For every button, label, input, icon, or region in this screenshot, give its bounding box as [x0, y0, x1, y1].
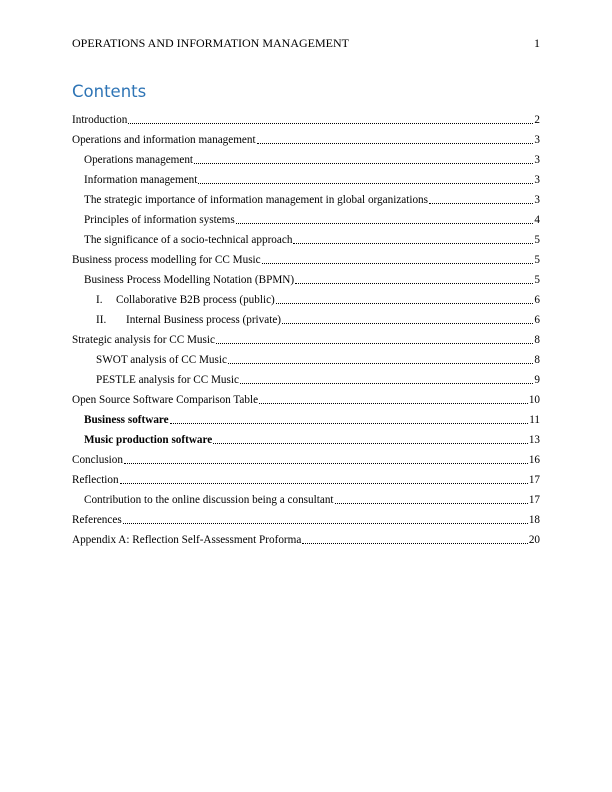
toc-entry-label: Appendix A: Reflection Self-Assessment Proforma [72, 534, 302, 546]
toc-entry-label: References [72, 514, 122, 526]
toc-entry-page: 16 [528, 454, 540, 466]
toc-entry-pestle-analysis[interactable] [72, 370, 540, 390]
toc-entry-label: Business Process Modelling Notation (BPMN) [84, 274, 295, 286]
toc-leader-dots [282, 322, 533, 324]
toc-leader-dots [194, 162, 533, 164]
toc-entry-label: PESTLE analysis for CC Music [96, 374, 239, 386]
toc-entry-label: Internal Business process (private) [126, 314, 282, 326]
toc-leader-dots [213, 442, 528, 444]
toc-entry-page: 18 [528, 514, 540, 526]
toc-entry-label: Operations and information management [72, 134, 256, 146]
toc-entry-page: 11 [529, 414, 540, 426]
toc-entry-page: 9 [534, 374, 540, 386]
toc-entry-page: 3 [534, 154, 540, 166]
toc-entry-label: Collaborative B2B process (public) [116, 294, 275, 306]
toc-entry-online-discussion[interactable] [72, 490, 540, 510]
toc-entry-label: Contribution to the online discussion being a consultant [84, 494, 334, 506]
toc-leader-dots [124, 462, 528, 464]
toc-leader-dots [257, 142, 534, 144]
toc-leader-dots [236, 222, 534, 224]
toc-leader-dots [262, 262, 534, 264]
toc-leader-dots [123, 522, 528, 524]
toc-entry-bpmn[interactable] [72, 270, 540, 290]
toc-entry-label: The strategic importance of information management in global organizations [84, 194, 429, 206]
toc-entry-strategic-importance[interactable] [72, 190, 540, 210]
toc-entry-appendix-a[interactable] [72, 530, 540, 550]
toc-leader-dots [429, 202, 533, 204]
toc-entry-label: The significance of a socio-technical approach [84, 234, 293, 246]
toc-entry-page: 5 [534, 254, 540, 266]
toc-entry-page: 17 [528, 494, 540, 506]
toc-leader-dots [170, 422, 529, 424]
toc-entry-page: 2 [534, 114, 540, 126]
toc-leader-dots [228, 362, 533, 364]
toc-entry-label: Open Source Software Comparison Table [72, 394, 259, 406]
toc-entry-page: 3 [534, 174, 540, 186]
toc-entry-page: 4 [534, 214, 540, 226]
toc-entry-business-process-modelling[interactable] [72, 250, 540, 270]
toc-entry-label: Business software [84, 414, 169, 426]
toc-entry-label: Conclusion [72, 454, 123, 466]
toc-entry-label: SWOT analysis of CC Music [96, 354, 227, 366]
toc-entry-label: Operations management [84, 154, 194, 166]
toc-leader-dots [293, 242, 533, 244]
toc-entry-strategic-analysis[interactable] [72, 330, 540, 350]
header-title: OPERATIONS AND INFORMATION MANAGEMENT [72, 36, 350, 50]
toc-entry-label: Strategic analysis for CC Music [72, 334, 215, 346]
toc-entry-references[interactable] [72, 510, 540, 530]
toc-entry-page: 8 [534, 354, 540, 366]
toc-entry-label: Principles of information systems [84, 214, 235, 226]
toc-entry-open-source-comparison[interactable] [72, 390, 540, 410]
table-of-contents [72, 110, 540, 550]
toc-leader-dots [198, 182, 533, 184]
header-page-number: 1 [534, 36, 540, 50]
toc-leader-dots [128, 122, 533, 124]
toc-entry-information-management[interactable] [72, 170, 540, 190]
toc-entry-page: 5 [534, 234, 540, 246]
toc-entry-operations-management[interactable] [72, 150, 540, 170]
toc-entry-page: 5 [534, 274, 540, 286]
toc-entry-collaborative-b2b[interactable] [72, 290, 540, 310]
toc-leader-dots [216, 342, 533, 344]
toc-entry-label: Business process modelling for CC Music [72, 254, 261, 266]
toc-entry-page: 13 [528, 434, 540, 446]
toc-entry-page: 20 [528, 534, 540, 546]
toc-entry-number: II. [96, 314, 107, 326]
toc-entry-page: 3 [534, 194, 540, 206]
toc-entry-business-software[interactable] [72, 410, 540, 430]
toc-entry-label: Music production software [84, 434, 213, 446]
toc-leader-dots [276, 302, 534, 304]
contents-heading: Contents [72, 82, 147, 101]
toc-entry-reflection[interactable] [72, 470, 540, 490]
toc-entry-introduction[interactable] [72, 110, 540, 130]
toc-entry-number: I. [96, 294, 103, 306]
toc-entry-internal-business-process[interactable] [72, 310, 540, 330]
toc-entry-label: Introduction [72, 114, 128, 126]
toc-leader-dots [240, 382, 533, 384]
toc-entry-label: Information management [84, 174, 198, 186]
toc-entry-page: 6 [534, 314, 540, 326]
toc-entry-principles-information-systems[interactable] [72, 210, 540, 230]
toc-entry-page: 3 [534, 134, 540, 146]
toc-entry-operations-information-management[interactable] [72, 130, 540, 150]
toc-entry-socio-technical-approach[interactable] [72, 230, 540, 250]
toc-entry-page: 6 [534, 294, 540, 306]
toc-leader-dots [120, 482, 528, 484]
toc-entry-page: 8 [534, 334, 540, 346]
page-header [72, 36, 540, 51]
toc-leader-dots [302, 542, 528, 544]
toc-leader-dots [295, 282, 533, 284]
toc-entry-conclusion[interactable] [72, 450, 540, 470]
toc-leader-dots [335, 502, 528, 504]
toc-leader-dots [259, 402, 528, 404]
toc-entry-music-production-software[interactable] [72, 430, 540, 450]
toc-entry-swot-analysis[interactable] [72, 350, 540, 370]
toc-entry-label: Reflection [72, 474, 119, 486]
toc-entry-page: 17 [528, 474, 540, 486]
toc-entry-page: 10 [528, 394, 540, 406]
